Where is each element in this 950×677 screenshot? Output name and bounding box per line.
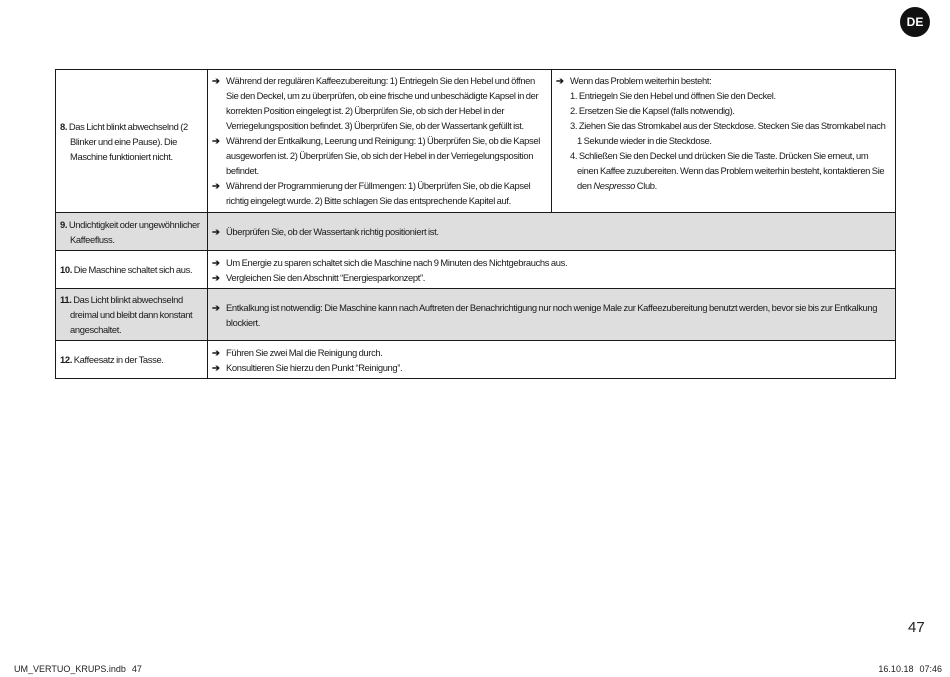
cause-text: Überprüfen Sie, ob der Wassertank richtig positioniert ist. xyxy=(226,226,439,237)
arrow-right-icon: ➔ xyxy=(556,75,564,86)
cause-text: Während der Programmierung der Füllmengen: 1) Überprüfen Sie, ob die Kapsel richtig eingelegt wurde. 2) Bitte schlagen Sie das entsprechende Kapitel auf. xyxy=(226,180,531,206)
arrow-right-icon: ➔ xyxy=(212,75,220,86)
cause-line xyxy=(212,133,547,178)
problem-cell xyxy=(56,70,208,213)
footer-timestamp xyxy=(878,664,942,674)
footer-file-name: UM_VERTUO_KRUPS.indb xyxy=(14,664,126,674)
footer-date: 16.10.18 xyxy=(878,664,914,674)
cause-cell xyxy=(208,251,896,289)
arrow-right-icon: ➔ xyxy=(212,301,220,313)
arrow-right-icon: ➔ xyxy=(212,346,220,358)
cause-text: Während der regulären Kaffeezubereitung: 1) Entriegeln Sie den Hebel und öffnen Sie den Deckel, um zu überprüfen, ob eine frische und unbeschädigte Kapsel in der korrekten Position eingelegt ist. 2) Überprüfen Sie, ob sich der Hebel in der Verriegelungsposition befindet. 3) Überprüfen Sie, ob der Wassertank gefüllt ist. xyxy=(226,75,539,131)
row-number: 8. xyxy=(60,120,68,132)
solution-step: 1. Entriegeln Sie den Hebel und öffnen Sie den Deckel. xyxy=(570,90,776,101)
cause-cell xyxy=(208,70,552,213)
arrow-right-icon: ➔ xyxy=(212,226,220,237)
cause-line xyxy=(212,300,891,330)
row-number: 9. xyxy=(60,218,68,230)
arrow-right-icon: ➔ xyxy=(212,135,220,146)
solution-intro-text: Wenn das Problem weiterhin besteht: xyxy=(570,75,712,86)
row-number: 11. xyxy=(60,294,72,305)
cause-text: Vergleichen Sie den Abschnitt “Energiesparkonzept”. xyxy=(226,271,426,283)
footer-file-page: 47 xyxy=(131,664,142,674)
cause-text: Entkalkung ist notwendig: Die Maschine kann nach Auftreten der Benachrichtigung nur noch wenige Male zur Kaffeezubereitung benutzt werden, bevor sie bis zur Entkalkung blockiert. xyxy=(226,301,878,328)
solution-cell xyxy=(552,70,896,213)
problem-cell xyxy=(56,289,208,341)
cause-line xyxy=(212,224,891,239)
table-row xyxy=(56,213,896,251)
table-row xyxy=(56,70,896,213)
cause-line xyxy=(212,73,547,133)
arrow-right-icon: ➔ xyxy=(212,361,220,373)
problem-text: Undichtigkeit oder ungewöhnlicher Kaffeefluss. xyxy=(68,218,200,245)
step4-text: 4. Schließen Sie den Deckel und drücken Sie die Taste. Drücken Sie erneut, um einen Kaffee zuzubereiten. Wenn das Problem weiterhin besteht, kontaktieren Sie den xyxy=(570,150,885,191)
language-badge: DE xyxy=(900,7,930,37)
cause-line xyxy=(212,345,891,360)
cause-line xyxy=(212,360,891,375)
table-row xyxy=(56,341,896,379)
arrow-right-icon: ➔ xyxy=(212,271,220,283)
page-number: 47 xyxy=(908,619,925,636)
row-number: 10. xyxy=(60,264,72,275)
cause-text: Konsultieren Sie hierzu den Punkt “Reinigung”. xyxy=(226,361,403,373)
problem-cell xyxy=(56,341,208,379)
cause-line xyxy=(212,178,547,208)
cause-cell xyxy=(208,213,896,251)
footer-time: 07:46 xyxy=(919,664,942,674)
cause-line xyxy=(212,255,891,270)
solution-intro xyxy=(556,73,891,88)
cause-text: Um Energie zu sparen schaltet sich die Maschine nach 9 Minuten des Nichtgebrauchs aus. xyxy=(226,256,568,268)
arrow-right-icon: ➔ xyxy=(212,256,220,268)
table-row xyxy=(56,251,896,289)
solution-step: 2. Ersetzen Sie die Kapsel (falls notwendig). xyxy=(570,105,735,116)
cause-cell xyxy=(208,341,896,379)
arrow-right-icon: ➔ xyxy=(212,180,220,191)
problem-text: Die Maschine schaltet sich aus. xyxy=(73,264,193,275)
problem-cell xyxy=(56,251,208,289)
cause-line xyxy=(212,270,891,285)
problem-text: Kaffeesatz in der Tasse. xyxy=(73,354,164,365)
table-row xyxy=(56,289,896,341)
cause-text: Führen Sie zwei Mal die Reinigung durch. xyxy=(226,346,383,358)
solution-step xyxy=(556,148,891,193)
problem-text: Das Licht blinkt abwechselnd dreimal und bleibt dann konstant angeschaltet. xyxy=(70,294,193,335)
troubleshooting-table xyxy=(55,69,896,379)
cause-text: Während der Entkalkung, Leerung und Reinigung: 1) Überprüfen Sie, ob die Kapsel ausgeworfen ist. 2) Überprüfen Sie, ob sich der Hebel in der Verriegelungsposition befindet. xyxy=(226,135,540,176)
footer-file-info xyxy=(14,664,142,674)
solution-step: 3. Ziehen Sie das Stromkabel aus der Steckdose. Stecken Sie das Stromkabel nach 1 Sekunde wieder in die Steckdose. xyxy=(570,120,886,146)
problem-cell xyxy=(56,213,208,251)
cause-cell xyxy=(208,289,896,341)
brand-name: Nespresso xyxy=(593,180,636,191)
row-number: 12. xyxy=(60,354,72,365)
problem-text: Das Licht blinkt abwechselnd (2 Blinker und eine Pause). Die Maschine funktioniert nicht. xyxy=(68,120,188,162)
step4-suffix: Club. xyxy=(635,180,657,191)
